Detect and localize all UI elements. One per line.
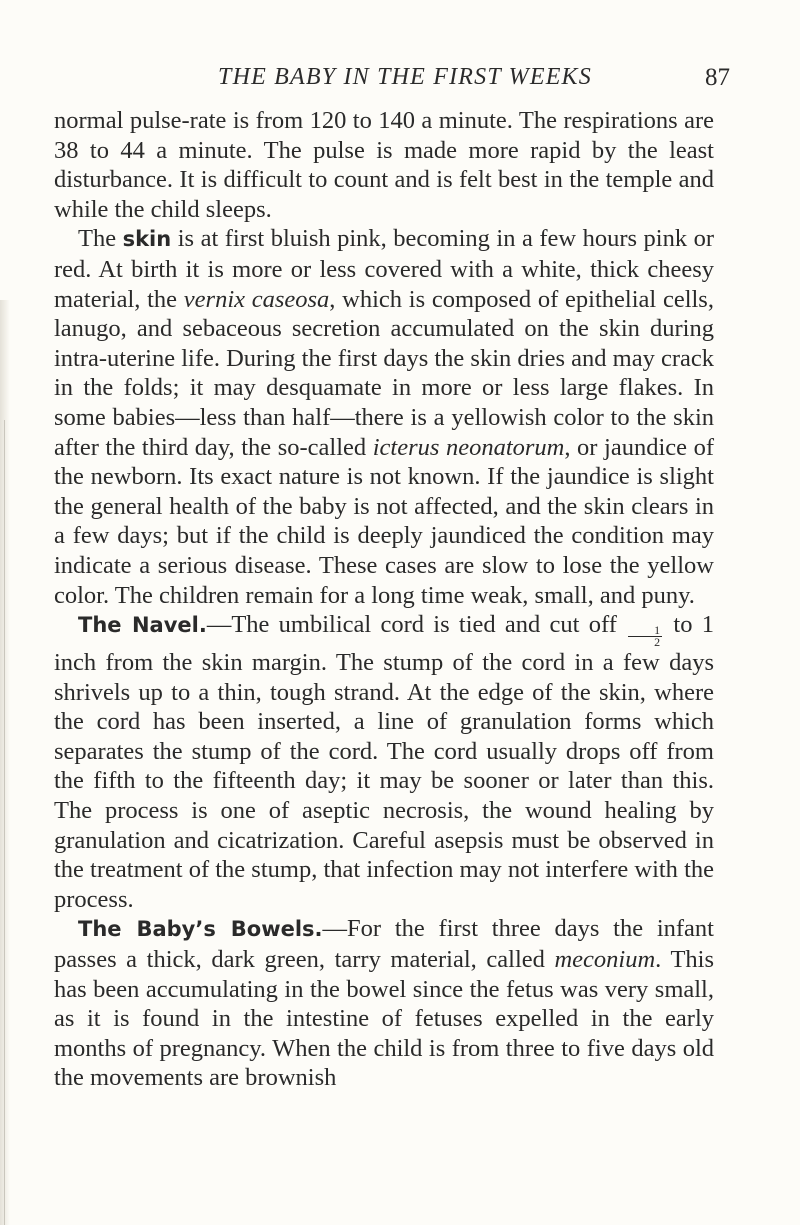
paragraph-text: normal pulse-rate is from 120 to 140 a minute. The respirations are 38 to 44 a minute. The pulse is made more rapid by the least disturbance. It is difficult to count and is felt best in the temple and while the child sleeps. (54, 107, 714, 223)
paragraph-text: , or jaundice of the newborn. Its exact nature is not known. If the jaundice is slight the general health of the baby is not affected, and the skin clears in a few days; but if the child is deeply jaundiced the condition may indicate a serious disease. These cases are slow to lose the yellow color. The children remain for a long time weak, small, and puny. (54, 433, 714, 609)
paragraph-bowels (54, 914, 714, 1093)
body-text (54, 106, 714, 1093)
term-icterus-neonatorum: icterus neonatorum (372, 433, 565, 461)
section-heading-navel: The Navel. (78, 613, 207, 638)
paragraph-text: —The umbilical cord is tied and cut off (206, 611, 627, 639)
paragraph-text: . This has been accumulating in the bowel since the fetus was very small, as it is found in the intestine of fetuses expelled in the early months of pregnancy. When the child is from three to five days old the movements are brownish (54, 946, 714, 1092)
running-head (70, 64, 730, 94)
fraction-one-half (628, 625, 662, 648)
term-vernix-caseosa: vernix caseosa (183, 285, 330, 313)
paragraph-text: , which is composed of epithelial cells, lanugo, and sebaceous secretion accumulated on the skin during intra-uterine life. During the first days the skin dries and may crack in the folds; it may desquamate in more or less large flakes. In some babies—less than half—there is a yellowish color to the skin after the third day, the so-called (54, 285, 714, 461)
fraction-numerator: 1 (628, 625, 662, 637)
fraction-denominator: 2 (654, 635, 661, 650)
page-number: 87 (705, 64, 730, 91)
term-skin: skin (122, 227, 172, 252)
paragraph-navel (54, 610, 714, 914)
paragraph-text: —For the first three days the infant passes a thick, dark green, tarry material, called (54, 915, 714, 974)
paragraph-pulse (54, 106, 714, 224)
paragraph-text: is at first bluish pink, becoming in a few hours pink or red. At birth it is more or less covered with a white, thick cheesy material, the (54, 225, 714, 313)
term-meconium: meconium (554, 946, 656, 974)
paragraph-text: The (78, 225, 123, 253)
section-heading-bowels: The Baby’s Bowels. (78, 917, 323, 942)
paragraph-text: to 1 inch from the skin margin. The stump of the cord in a few days shrivels up to a thin, tough strand. At the edge of the skin, where the cord has been inserted, a line of granulation forms which separates the stump of the cord. The cord usually drops off from the fifth to the fifteenth day; it may be sooner or later than this. The process is one of aseptic necrosis, the wound healing by granulation and cicatrization. Careful asepsis must be observed in the treatment of the stump, that infection may not interfere with the process. (54, 611, 715, 913)
paragraph-skin (54, 224, 714, 610)
running-title: THE BABY IN THE FIRST WEEKS (218, 64, 592, 90)
page-edge-shadow (0, 300, 10, 1225)
